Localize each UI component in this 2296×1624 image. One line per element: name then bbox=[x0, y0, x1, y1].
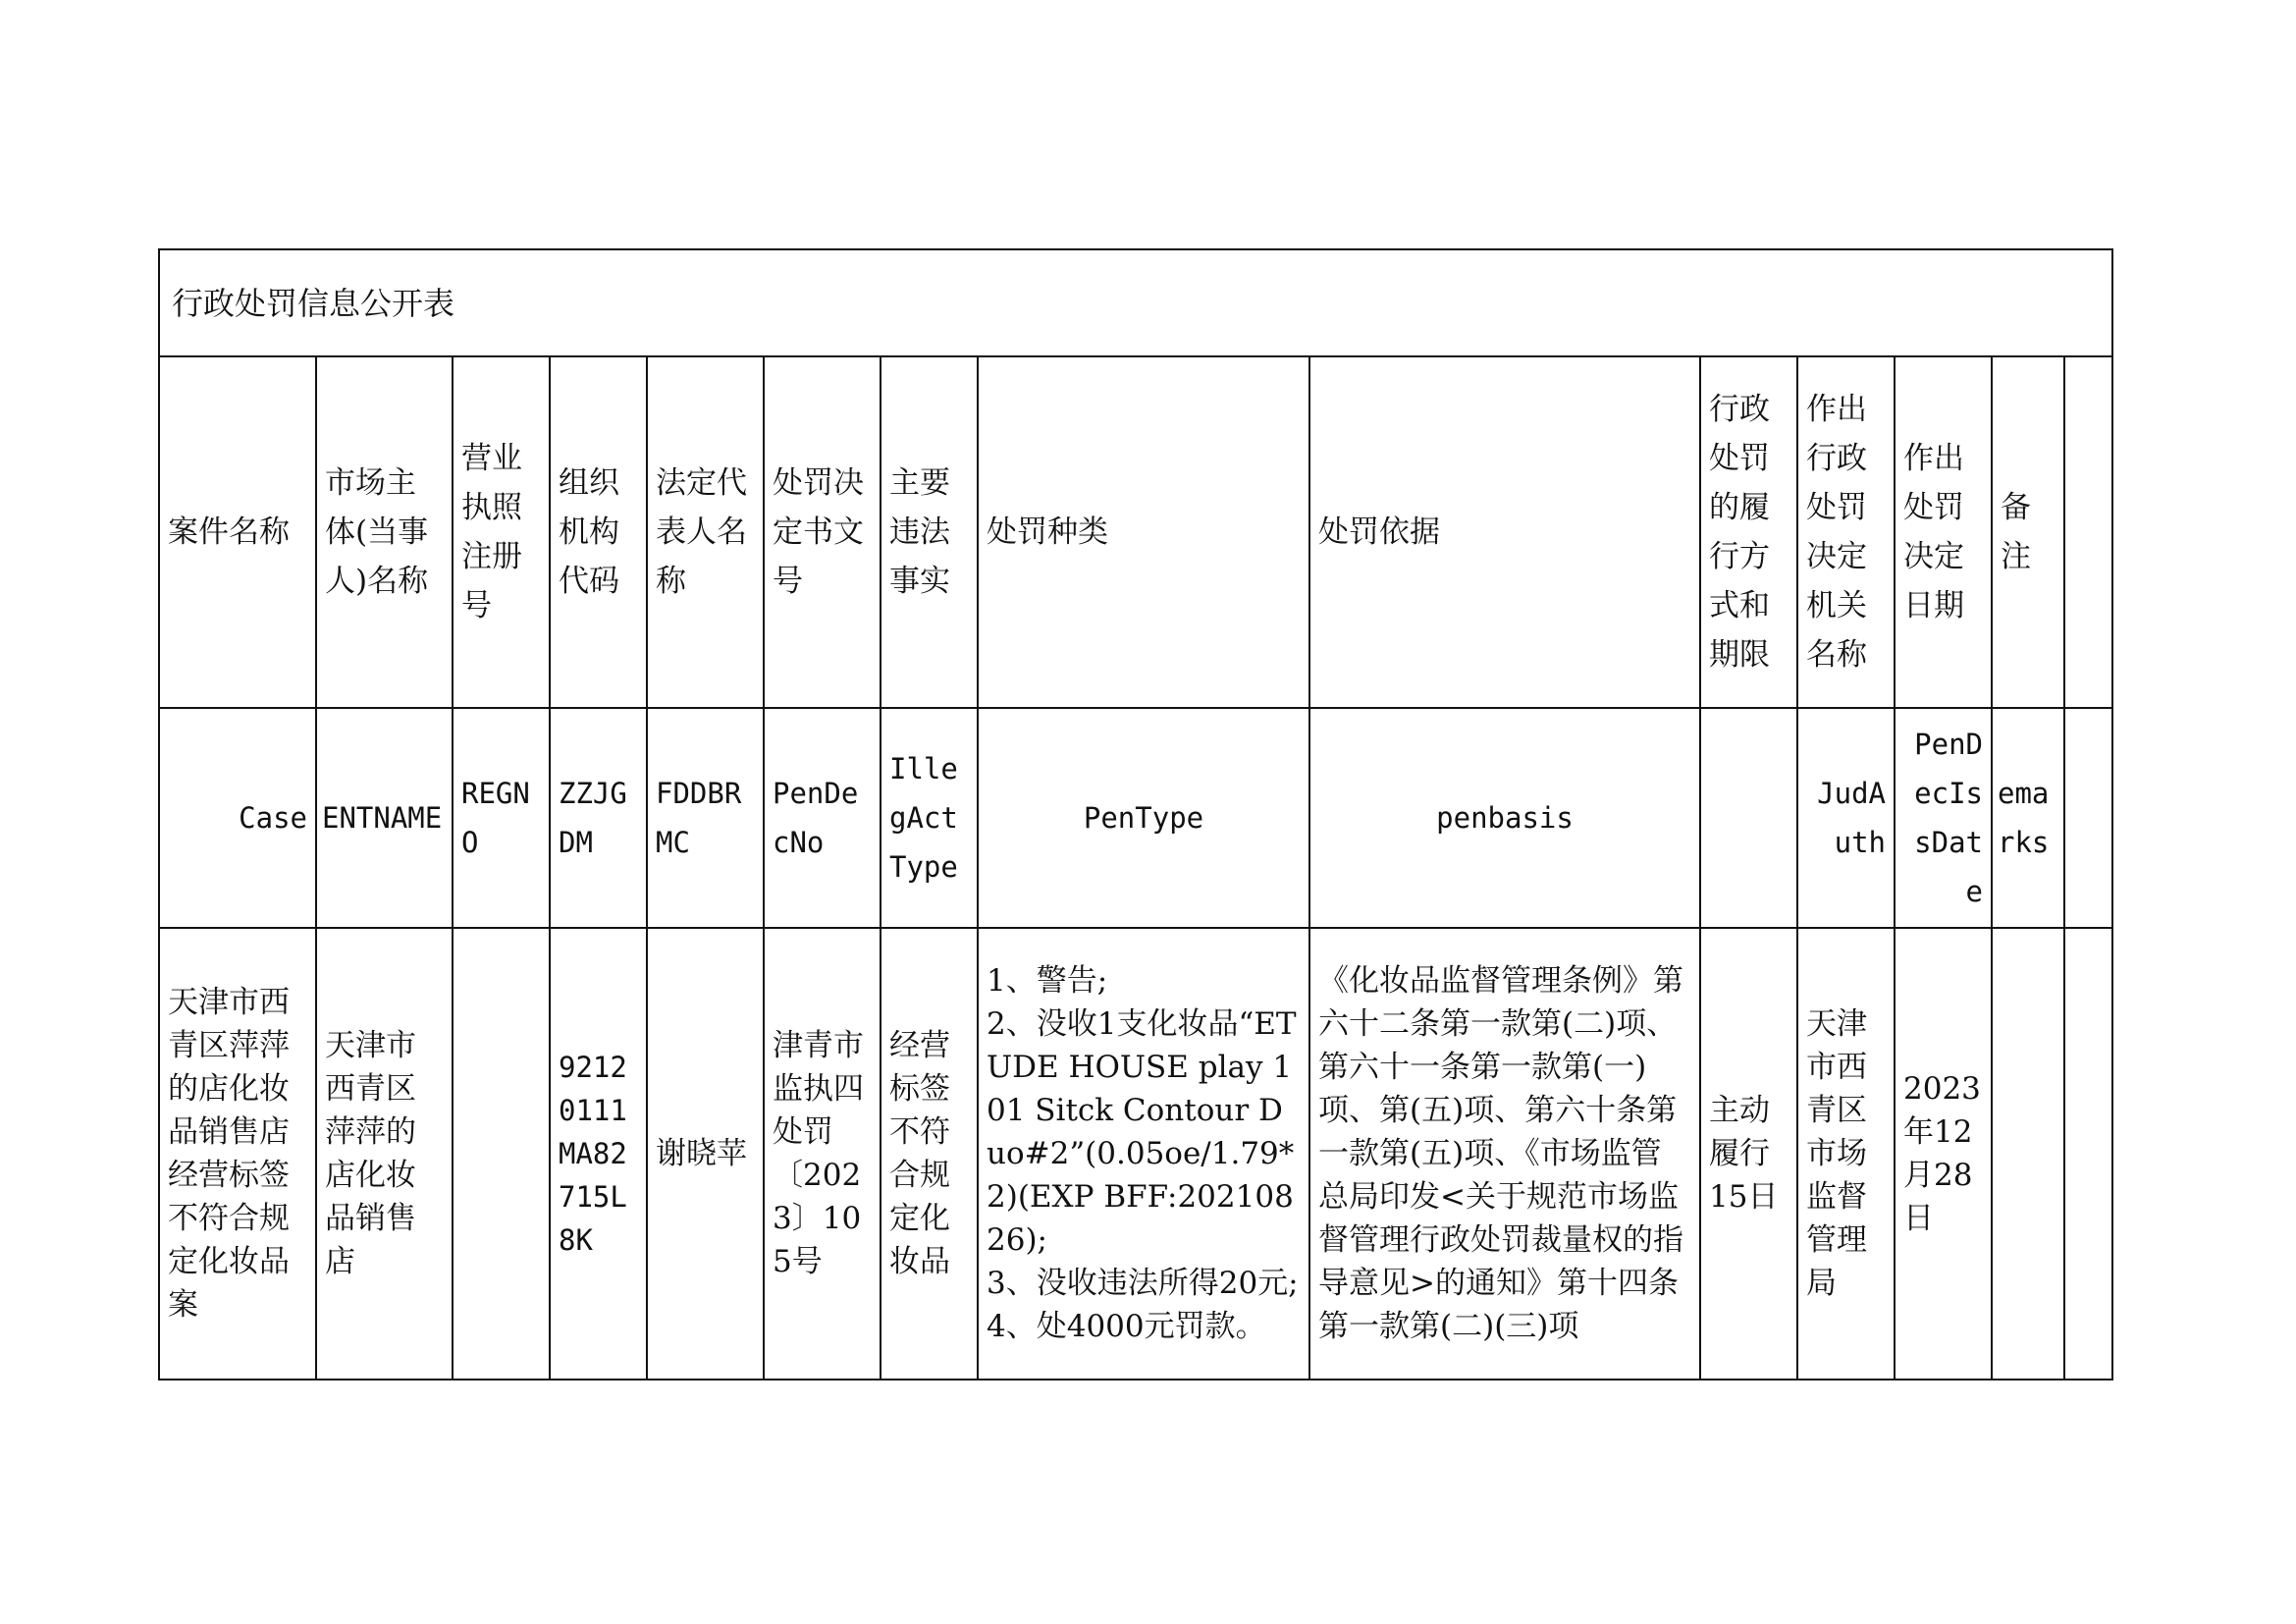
field-remarks: emarks bbox=[1992, 708, 2064, 928]
cell-penalty-basis: 《化妆品监督管理条例》第六十二条第一款第(二)项、第六十一条第一款第(一)项、第(五)项、第六十条第一款第(五)项、《市场监管总局印发<关于规范市场监督管理行政处罚裁量权的指导意见>的通知》第十四条第一款第(二)(三)项 bbox=[1309, 928, 1700, 1380]
cell-violation: 经营标签不符合规定化妆品 bbox=[881, 928, 978, 1380]
cell-extra bbox=[2064, 928, 2112, 1380]
header-reg-no: 营业执照注册号 bbox=[453, 356, 550, 708]
header-org-code: 组织机构代码 bbox=[550, 356, 647, 708]
table-title-row bbox=[159, 249, 2112, 356]
header-violation: 主要违法事实 bbox=[881, 356, 978, 708]
header-penalty-type: 处罚种类 bbox=[978, 356, 1309, 708]
header-legal-rep: 法定代表人名称 bbox=[647, 356, 764, 708]
cell-penalty-type: 1、警告; 2、没收1支化妆品“ETUDE HOUSE play 101 Sitck Contour Duo#2”(0.05oe/1.79*2)(EXP BFF:20210826); 3、没收违法所得20元; 4、处4000元罚款。 bbox=[978, 928, 1309, 1380]
table-row bbox=[159, 928, 2112, 1380]
cell-decision-no: 津青市监执四处罚〔2023〕105号 bbox=[764, 928, 881, 1380]
header-row-en bbox=[159, 708, 2112, 928]
header-row-cn bbox=[159, 356, 2112, 708]
cell-remarks bbox=[1992, 928, 2064, 1380]
header-decision-no: 处罚决定书文号 bbox=[764, 356, 881, 708]
field-pendecno: PenDecNo bbox=[764, 708, 881, 928]
header-entity-name: 市场主体(当事人)名称 bbox=[316, 356, 453, 708]
field-illegacttype: IllegActType bbox=[881, 708, 978, 928]
header-performance: 行政处罚的履行方式和期限 bbox=[1700, 356, 1797, 708]
table-title: 行政处罚信息公开表 bbox=[159, 249, 2112, 356]
header-penalty-basis: 处罚依据 bbox=[1309, 356, 1700, 708]
field-penbasis: penbasis bbox=[1309, 708, 1700, 928]
header-case-name: 案件名称 bbox=[159, 356, 316, 708]
penalty-disclosure-table bbox=[158, 248, 2113, 1380]
cell-org-code: 92120111MA82715L8K bbox=[550, 928, 647, 1380]
field-extra bbox=[2064, 708, 2112, 928]
field-pendecissdate: PenDecIssDate bbox=[1895, 708, 1992, 928]
cell-authority: 天津市西青区市场监督管理局 bbox=[1797, 928, 1895, 1380]
field-judauth: JudAuth bbox=[1797, 708, 1895, 928]
cell-case-name: 天津市西青区萍萍的店化妆品销售店经营标签不符合规定化妆品案 bbox=[159, 928, 316, 1380]
field-zzjgdm: ZZJGDM bbox=[550, 708, 647, 928]
field-regno: REGNO bbox=[453, 708, 550, 928]
header-extra bbox=[2064, 356, 2112, 708]
cell-entity-name: 天津市西青区萍萍的店化妆品销售店 bbox=[316, 928, 453, 1380]
header-decision-date: 作出处罚决定日期 bbox=[1895, 356, 1992, 708]
field-pentype: PenType bbox=[978, 708, 1309, 928]
cell-legal-rep: 谢晓苹 bbox=[647, 928, 764, 1380]
field-fddbrmc: FDDBRMC bbox=[647, 708, 764, 928]
field-performance bbox=[1700, 708, 1797, 928]
header-authority: 作出行政处罚决定机关名称 bbox=[1797, 356, 1895, 708]
field-case: Case bbox=[159, 708, 316, 928]
cell-performance: 主动履行15日 bbox=[1700, 928, 1797, 1380]
header-remarks: 备注 bbox=[1992, 356, 2064, 708]
cell-decision-date: 2023年12月28日 bbox=[1895, 928, 1992, 1380]
field-entname: ENTNAME bbox=[316, 708, 453, 928]
cell-reg-no bbox=[453, 928, 550, 1380]
